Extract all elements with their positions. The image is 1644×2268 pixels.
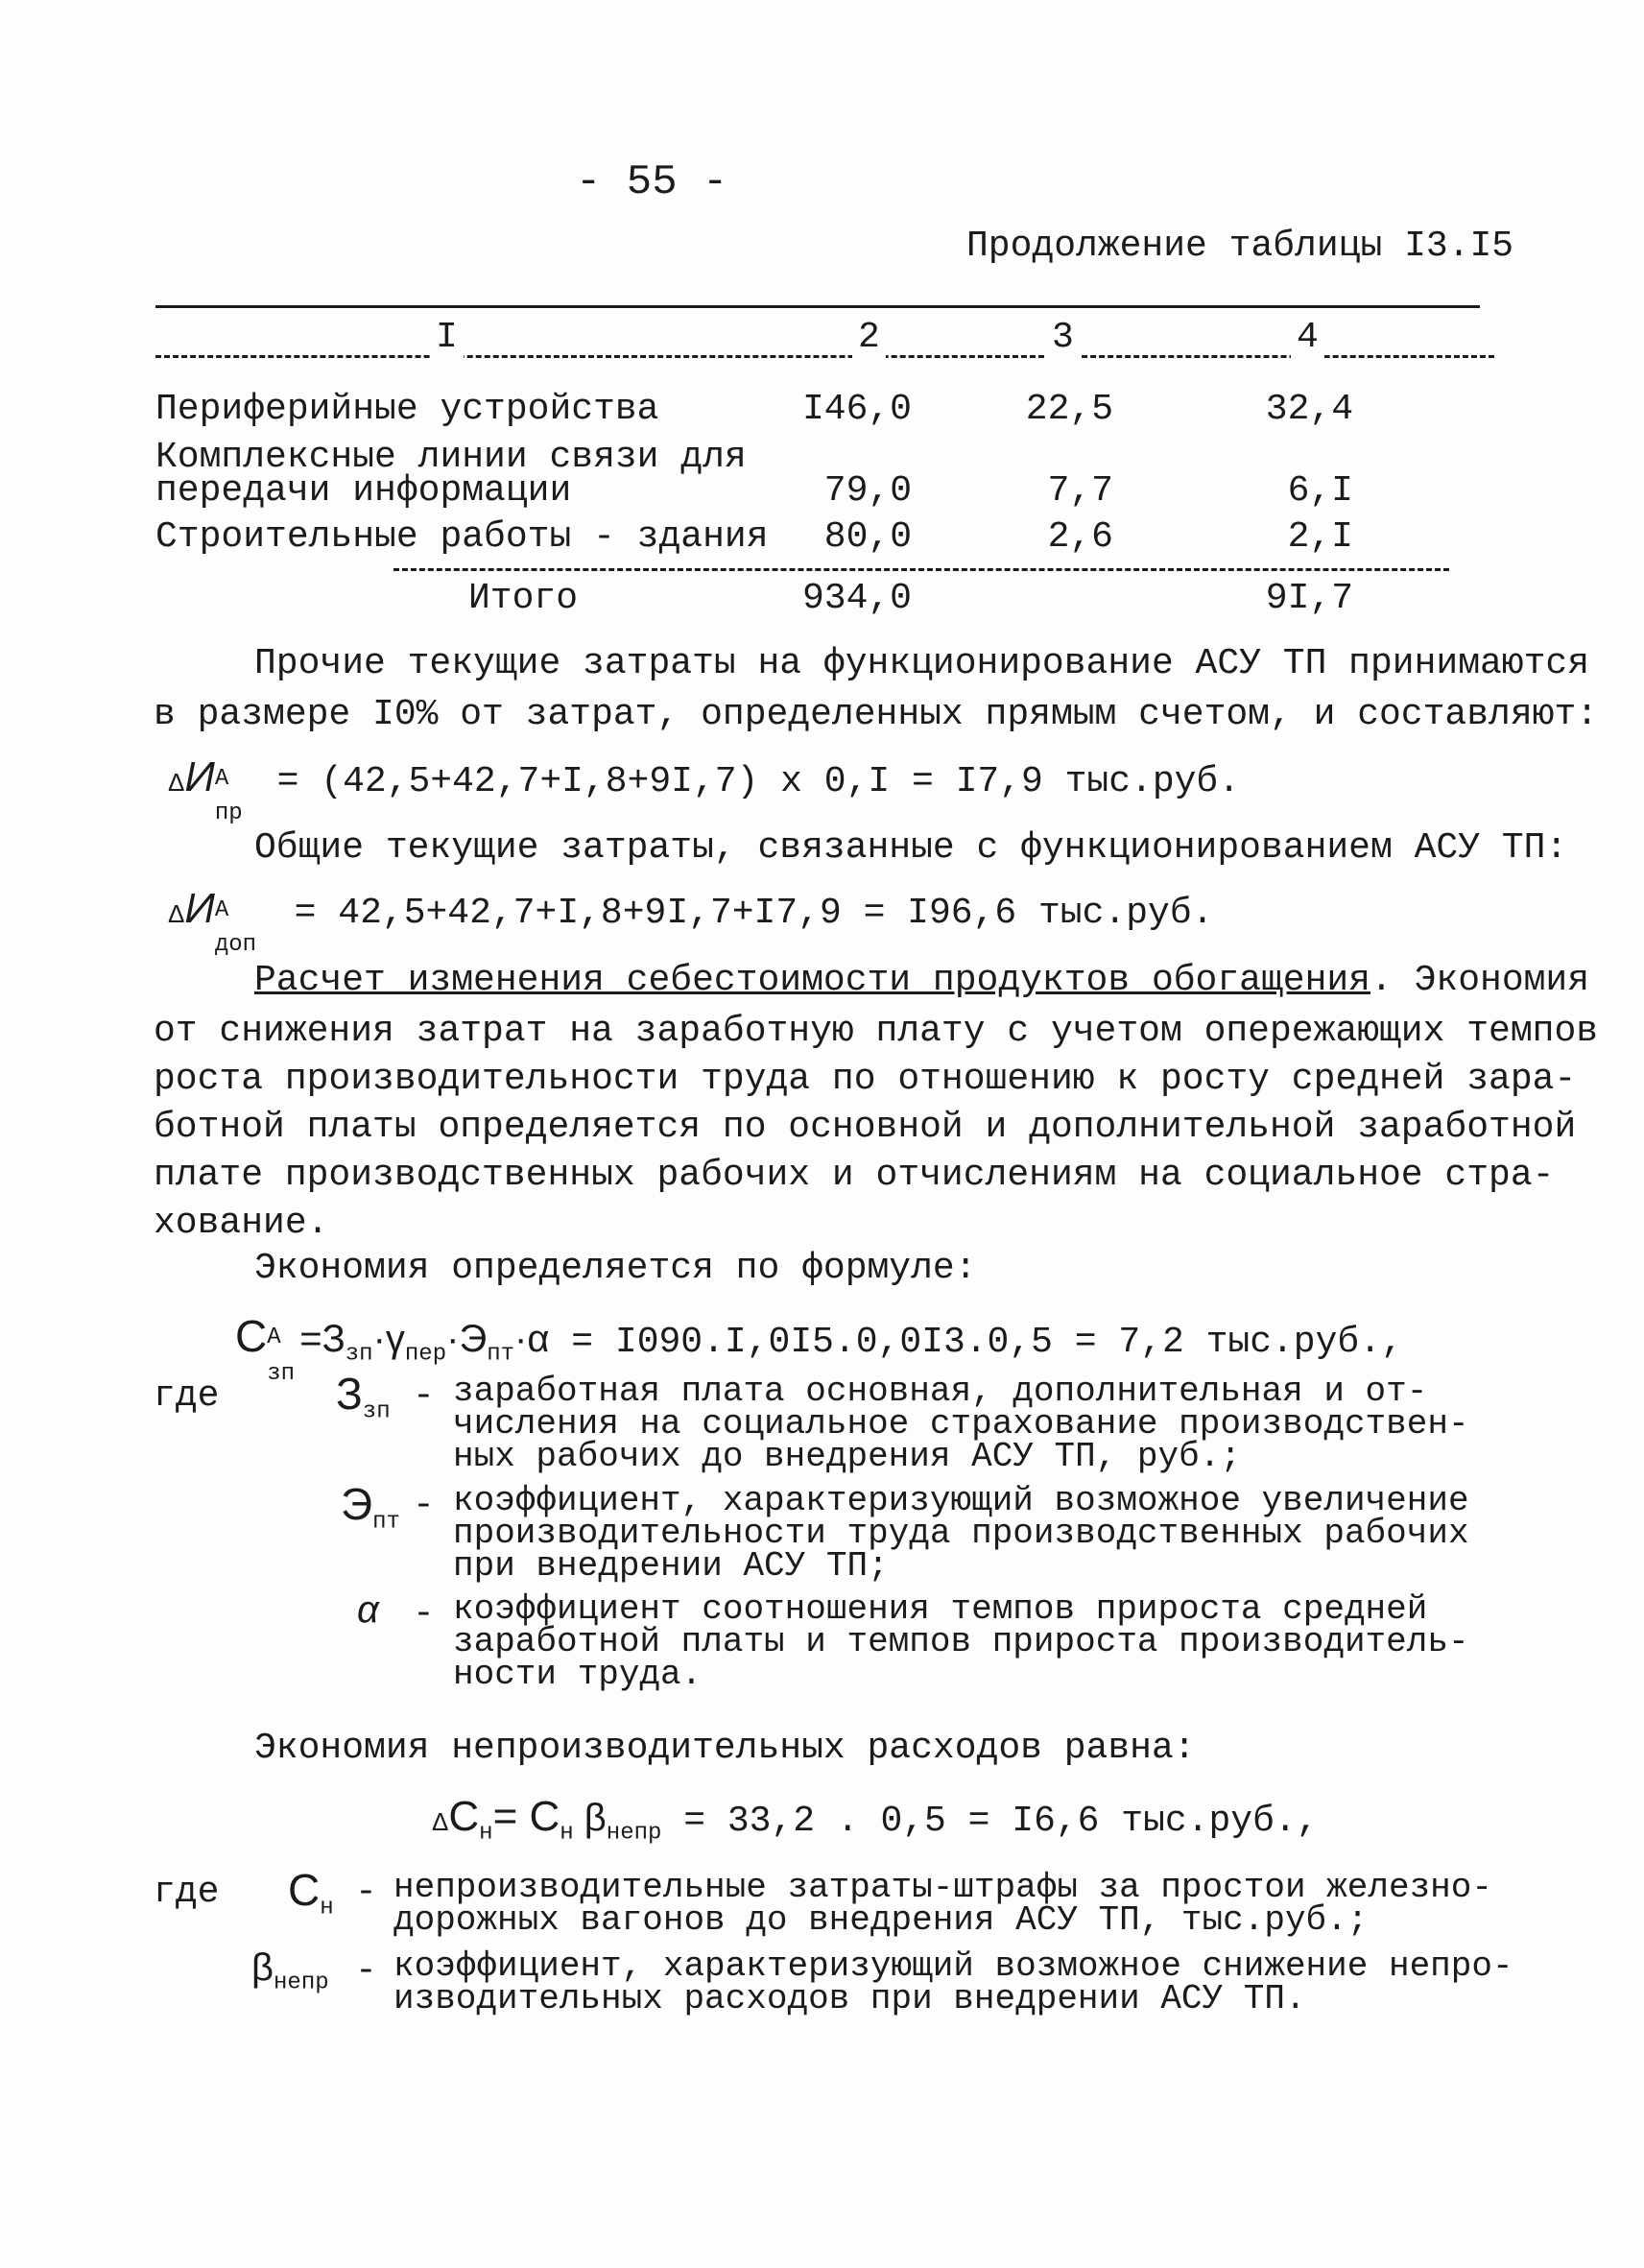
formula-overhead-savings: [432, 1793, 1319, 1847]
formula-sub: зп: [267, 1361, 296, 1387]
formula-wage-savings: [235, 1310, 1403, 1387]
formula-symbol: =З: [299, 1318, 345, 1360]
where-label: где: [154, 1872, 220, 1913]
formula-rhs: = I090.I,0I5.0,0I3.0,5 = 7,2 тыс.руб.,: [571, 1322, 1403, 1363]
def-line: числения на социальное страхование производствен-: [453, 1404, 1469, 1444]
delta-symbol: Δ: [168, 899, 185, 928]
formula-rhs: = 33,2 . 0,5 = I6,6 тыс.руб.,: [683, 1801, 1319, 1842]
def-line: дорожных вагонов до внедрения АСУ ТП, тыс.руб.;: [393, 1900, 1369, 1940]
def-line: заработной платы и темпов прироста производитель-: [453, 1622, 1469, 1661]
table-cell: 2,I: [1287, 516, 1353, 558]
paragraph-line: Экономия непроизводительных расходов равна:: [254, 1728, 1196, 1769]
formula-sub: н: [479, 1820, 493, 1847]
total-value: 934,0: [801, 578, 912, 619]
table-cell: 22,5: [1025, 389, 1113, 430]
def-symbol: С: [288, 1865, 321, 1915]
formula-sub: пт: [487, 1341, 515, 1368]
formula-symbol: ·γ: [372, 1318, 405, 1360]
def-line: непроизводительные затраты-штрафы за простои железно-: [393, 1868, 1492, 1907]
formula-sup: А: [214, 897, 229, 923]
def-line: изводительных расходов при внедрении АСУ ТП.: [393, 1979, 1306, 2018]
paragraph-line: [254, 960, 1589, 1001]
table-row-name: Периферийные устройства: [155, 389, 659, 430]
table-top-rule: [155, 305, 1480, 308]
def-symbol: З: [336, 1369, 363, 1419]
formula-rhs: = (42,5+42,7+I,8+9I,7) x 0,I = I7,9 тыс.руб.: [276, 761, 1241, 802]
formula-sub: пр: [214, 800, 243, 826]
def-line: коэффициент, характеризующий возможное увеличение: [453, 1481, 1469, 1520]
section-heading: Расчет изменения себестоимости продуктов обогащения: [254, 960, 1370, 1001]
page-number: - 55 -: [576, 158, 728, 206]
total-dashed-rule: [393, 568, 1449, 571]
def-line: коэффициент соотношения темпов прироста средней: [453, 1589, 1428, 1629]
table-cell: 6,I: [1287, 470, 1353, 512]
formula-other-costs: [168, 753, 1241, 826]
formula-symbol: ·α: [514, 1318, 550, 1360]
total-label: Итого: [468, 578, 579, 619]
def-symbol-sub: н: [320, 1895, 334, 1922]
paragraph-line: Экономия определяется по формуле:: [254, 1248, 977, 1289]
formula-sup: А: [214, 766, 229, 792]
paragraph-line: роста производительности труда по отношению к росту средней зара-: [154, 1059, 1577, 1100]
paragraph-line: Прочие текущие затраты на функционирование АСУ ТП принимаются: [254, 643, 1590, 684]
col-header-2: 2: [852, 317, 886, 358]
def-dash: -: [413, 1485, 435, 1526]
col-header-4: 4: [1291, 317, 1324, 358]
def-dash: -: [355, 1872, 377, 1913]
formula-symbol: И: [184, 885, 215, 932]
def-symbol: β: [251, 1946, 274, 1989]
paragraph-line: плате производственных рабочих и отчислениям на социальное стра-: [154, 1155, 1555, 1196]
paragraph-line: хование.: [154, 1203, 329, 1244]
formula-rhs: = 42,5+42,7+I,8+9I,7+I7,9 = I96,6 тыс.руб.: [294, 893, 1214, 934]
def-line: при внедрении АСУ ТП;: [453, 1546, 889, 1586]
formula-symbol: β: [573, 1797, 607, 1839]
formula-symbol: С: [235, 1311, 268, 1361]
formula-sub: доп: [214, 932, 257, 958]
def-line: коэффициент, характеризующий возможное снижение непро-: [393, 1946, 1513, 1986]
def-symbol: α: [357, 1588, 379, 1631]
def-line: производительности труда производственных рабочих: [453, 1514, 1469, 1553]
def-line: ности труда.: [453, 1655, 703, 1694]
paragraph-line: Общие текущие затраты, связанные с функционированием АСУ ТП:: [254, 827, 1568, 869]
def-dash: -: [413, 1375, 435, 1417]
table-row-name: Строительные работы - здания: [155, 516, 769, 558]
formula-symbol: ·Э: [446, 1318, 488, 1360]
paragraph-line: в размере I0% от затрат, определенных прямым счетом, и составляют:: [154, 694, 1599, 735]
def-dash: -: [413, 1593, 435, 1635]
col-header-3: 3: [1046, 317, 1080, 358]
table-cell: 32,4: [1265, 389, 1353, 430]
table-cell: 79,0: [823, 470, 912, 512]
def-symbol: Э: [341, 1479, 373, 1529]
formula-total-costs: [168, 885, 1214, 958]
formula-symbol: С: [448, 1793, 480, 1840]
formula-sup: А: [267, 1325, 281, 1350]
paragraph-line: ботной платы определяется по основной и дополнительной заработной: [154, 1107, 1577, 1148]
table-continuation-caption: Продолжение таблицы I3.I5: [966, 226, 1514, 267]
formula-symbol: = С: [492, 1793, 560, 1840]
formula-sub: н: [560, 1820, 574, 1847]
table-row-name: Комплексные линии связи для: [155, 437, 747, 478]
formula-sub: зп: [345, 1341, 373, 1368]
def-symbol-sub: пт: [372, 1509, 400, 1536]
formula-sub: непр: [606, 1820, 662, 1847]
def-symbol-sub: непр: [274, 1970, 329, 1996]
where-label: где: [154, 1375, 220, 1417]
table-cell: 7,7: [1047, 470, 1113, 512]
paragraph-line: от снижения затрат на заработную плату с учетом опережающих темпов: [154, 1011, 1599, 1052]
paragraph-text: . Экономия: [1370, 960, 1590, 1001]
table-cell: I46,0: [801, 389, 912, 430]
table-cell: 2,6: [1047, 516, 1113, 558]
table-row-name: передачи информации: [155, 470, 572, 512]
formula-sub: пер: [404, 1341, 447, 1368]
def-symbol-sub: зп: [362, 1398, 391, 1425]
delta-symbol: Δ: [432, 1807, 449, 1836]
col-header-1: I: [430, 317, 464, 358]
def-line: ных рабочих до внедрения АСУ ТП, руб.;: [453, 1437, 1241, 1476]
formula-symbol: И: [184, 753, 215, 800]
table-cell: 80,0: [823, 516, 912, 558]
def-dash: -: [355, 1950, 377, 1992]
def-line: заработная плата основная, дополнительная и от-: [453, 1372, 1428, 1411]
delta-symbol: Δ: [168, 768, 185, 797]
total-value: 9I,7: [1265, 578, 1353, 619]
